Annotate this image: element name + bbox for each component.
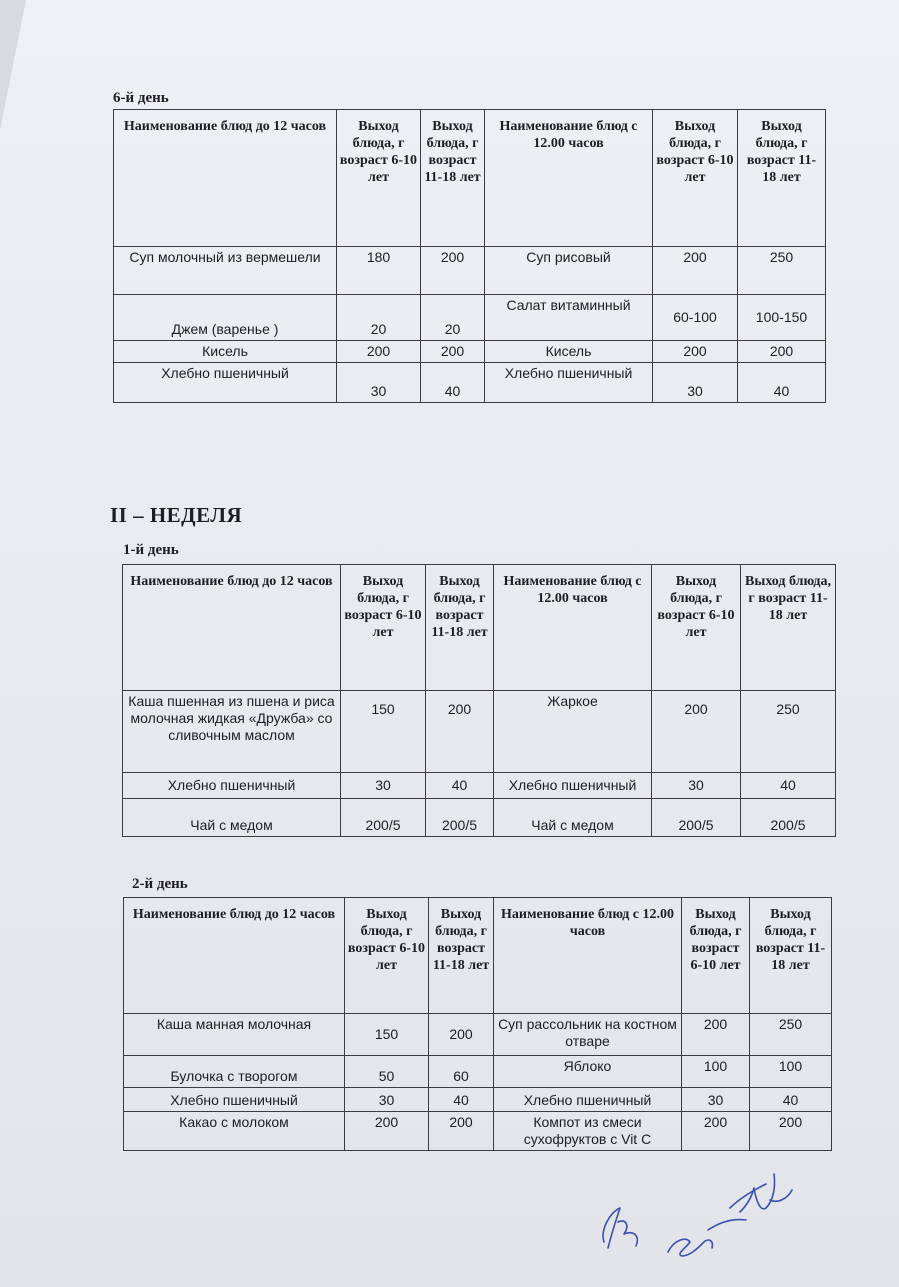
table-cell: 40 (429, 1088, 494, 1112)
table-cell: 200 (750, 1112, 832, 1151)
table-cell: Компот из смеси сухофруктов с Vit C (494, 1112, 682, 1151)
signature-stroke (668, 1239, 712, 1256)
week2-day2-heading: 2-й день (132, 876, 188, 892)
column-header: Выход блюда, г возраст 6-10 лет (653, 110, 738, 247)
table-row (123, 773, 836, 799)
table-cell: 200 (337, 341, 421, 363)
table-cell: Какао с молоком (124, 1112, 345, 1151)
column-header: Выход блюда, г возраст 11-18 лет (750, 898, 832, 1014)
table-cell: Суп рисовый (485, 247, 653, 295)
column-header: Наименование блюд до 12 часов (123, 565, 341, 691)
table-cell: 40 (750, 1088, 832, 1112)
table-cell: 200 (426, 691, 494, 773)
table-cell: 200/5 (741, 799, 836, 837)
week2-day1-header-row (123, 565, 836, 691)
signature-stroke (603, 1208, 637, 1248)
table-cell: Хлебно пшеничный (494, 773, 652, 799)
column-header: Выход блюда, г возраст 11-18 лет (426, 565, 494, 691)
table-cell: 40 (426, 773, 494, 799)
table-cell: Джем (варенье ) (114, 295, 337, 341)
week2-day2-menu-table (123, 897, 832, 1151)
table-row (114, 247, 826, 295)
table-row (114, 295, 826, 341)
table-cell: 100-150 (738, 295, 826, 341)
column-header: Выход блюда, г возраст 6-10 лет (345, 898, 429, 1014)
table-cell: 150 (345, 1014, 429, 1056)
table-cell: 200 (682, 1112, 750, 1151)
table-cell: 30 (682, 1088, 750, 1112)
signature-stroke (708, 1219, 746, 1230)
table-cell: 200 (653, 247, 738, 295)
table-cell: Кисель (114, 341, 337, 363)
table-cell: Булочка с творогом (124, 1056, 345, 1088)
table-cell: 250 (741, 691, 836, 773)
table-row (114, 363, 826, 403)
table-cell: Суп рассольник на костном отваре (494, 1014, 682, 1056)
column-header: Наименование блюд с 12.00 часов (494, 565, 652, 691)
table-cell: 200 (429, 1112, 494, 1151)
column-header: Наименование блюд до 12 часов (124, 898, 345, 1014)
table-cell: 30 (337, 363, 421, 403)
table-cell: 100 (682, 1056, 750, 1088)
day6-menu-table (113, 109, 826, 403)
table-cell: 60-100 (653, 295, 738, 341)
table-cell: Хлебно пшеничный (123, 773, 341, 799)
table-cell: 200 (421, 341, 485, 363)
table-cell: 200 (345, 1112, 429, 1151)
table-cell: Хлебно пшеничный (114, 363, 337, 403)
table-row (114, 341, 826, 363)
table-cell: Чай с медом (123, 799, 341, 837)
column-header: Выход блюда, г возраст 6-10 лет (337, 110, 421, 247)
column-header: Наименование блюд с 12.00 часов (485, 110, 653, 247)
table-cell: 40 (738, 363, 826, 403)
week2-day1-menu-table (122, 564, 836, 837)
table-cell: 200 (421, 247, 485, 295)
table-cell: 200 (682, 1014, 750, 1056)
column-header: Выход блюда, г возраст 6-10 лет (652, 565, 741, 691)
table-cell: 200/5 (652, 799, 741, 837)
column-header: Выход блюда, г возраст 6-10 лет (341, 565, 426, 691)
table-row (123, 691, 836, 773)
table-row (124, 1056, 832, 1088)
day6-heading: 6-й день (113, 90, 169, 106)
table-cell: 200 (738, 341, 826, 363)
table-row (123, 799, 836, 837)
signature-stroke (730, 1174, 792, 1212)
column-header: Выход блюда, г возраст 11-18 лет (738, 110, 826, 247)
table-cell: 200 (429, 1014, 494, 1056)
table-cell: 50 (345, 1056, 429, 1088)
table-cell: Чай с медом (494, 799, 652, 837)
week2-day2-header-row (124, 898, 832, 1014)
table-cell: Хлебно пшеничный (485, 363, 653, 403)
table-cell: 250 (750, 1014, 832, 1056)
table-row (124, 1112, 832, 1151)
table-cell: 200/5 (426, 799, 494, 837)
week-title: II – НЕДЕЛЯ (110, 503, 243, 527)
table-cell: 180 (337, 247, 421, 295)
table-cell: 30 (653, 363, 738, 403)
day6-header-row (114, 110, 826, 247)
table-cell: 20 (337, 295, 421, 341)
table-cell: 150 (341, 691, 426, 773)
table-cell: 250 (738, 247, 826, 295)
column-header: Наименование блюд с 12.00 часов (494, 898, 682, 1014)
column-header: Выход блюда, г возраст 11-18 лет (429, 898, 494, 1014)
folded-page-corner (0, 0, 26, 130)
column-header: Выход блюда, г возраст 11-18 лет (741, 565, 836, 691)
table-cell: 100 (750, 1056, 832, 1088)
table-cell: 200/5 (341, 799, 426, 837)
table-cell: 20 (421, 295, 485, 341)
table-cell: 30 (341, 773, 426, 799)
table-row (124, 1014, 832, 1056)
table-cell: 40 (741, 773, 836, 799)
table-cell: 30 (652, 773, 741, 799)
table-cell: 60 (429, 1056, 494, 1088)
table-cell: 200 (652, 691, 741, 773)
table-cell: Салат витаминный (485, 295, 653, 341)
table-cell: 200 (653, 341, 738, 363)
table-cell: 40 (421, 363, 485, 403)
column-header: Выход блюда, г возраст 6-10 лет (682, 898, 750, 1014)
table-cell: Жаркое (494, 691, 652, 773)
column-header: Наименование блюд до 12 часов (114, 110, 337, 247)
table-cell: Каша манная молочная (124, 1014, 345, 1056)
table-cell: Кисель (485, 341, 653, 363)
table-cell: Суп молочный из вермешели (114, 247, 337, 295)
handwritten-signature (590, 1160, 820, 1270)
table-cell: Яблоко (494, 1056, 682, 1088)
table-cell: Каша пшенная из пшена и риса молочная жидкая «Дружба» со сливочным маслом (123, 691, 341, 773)
table-cell: Хлебно пшеничный (494, 1088, 682, 1112)
week2-day1-heading: 1-й день (123, 542, 179, 558)
table-row (124, 1088, 832, 1112)
column-header: Выход блюда, г возраст 11-18 лет (421, 110, 485, 247)
table-cell: Хлебно пшеничный (124, 1088, 345, 1112)
table-cell: 30 (345, 1088, 429, 1112)
